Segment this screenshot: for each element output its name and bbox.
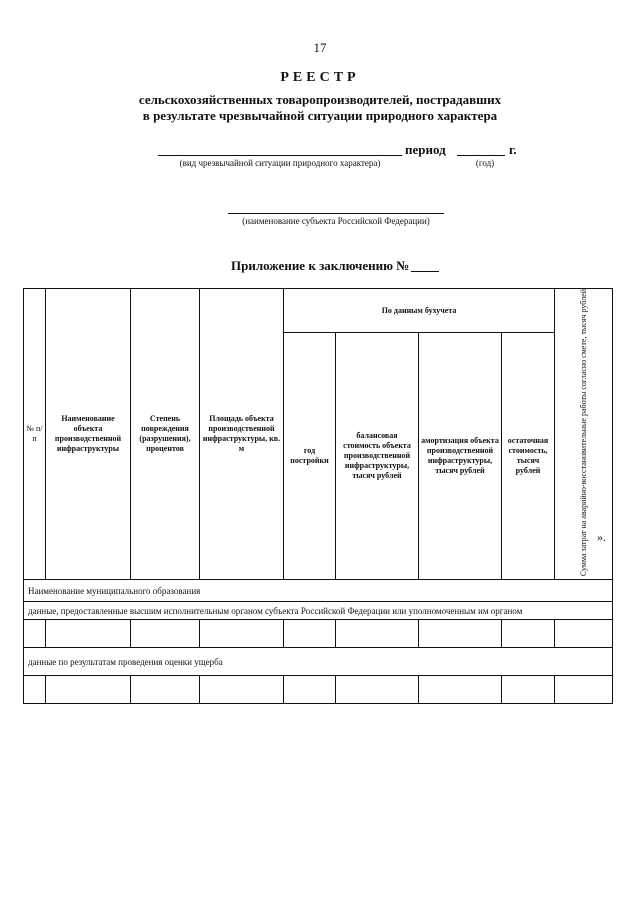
period-label: период <box>405 142 446 157</box>
header-book-value: балансовая стоимость объекта производственной инфраструктуры, тысяч рублей <box>336 333 419 580</box>
table-row <box>24 620 613 648</box>
year-suffix: г. <box>509 142 517 157</box>
header-residual: остаточная стоимость, тысяч рублей <box>502 333 555 580</box>
appendix-number-blank <box>411 271 439 272</box>
header-num: № п/п <box>24 289 46 580</box>
header-accounting-group: По данным бухучета <box>284 289 555 333</box>
header-area: Площадь объекта производственной инфраструктуры, кв. м <box>200 289 284 580</box>
document-subtitle-line2: в результате чрезвычайной ситуации природного характера <box>142 108 498 123</box>
header-name: Наименование объекта производственной инфраструктуры <box>46 289 131 580</box>
caption-emergency-type: (вид чрезвычайной ситуации природного характера) <box>179 158 381 168</box>
document-title: РЕЕСТР <box>280 70 360 85</box>
section-assessment-data: данные по результатам проведения оценки ущерба <box>24 648 613 676</box>
caption-year: (год) <box>475 158 495 168</box>
emergency-type-blank <box>158 155 402 156</box>
header-damage: Степень повреждения (разрушения), процентов <box>131 289 200 580</box>
appendix-label: Приложение к заключению № <box>231 258 410 273</box>
subject-blank <box>228 213 444 214</box>
header-depreciation: амортизация объекта производственной инфраструктуры, тысяч рублей <box>419 333 502 580</box>
table-row <box>24 676 613 704</box>
section-authority-data: данные, предоставленные высшим исполнительным органом субъекта Российской Федерации или уполномоченным им органом <box>24 602 613 620</box>
caption-subject: (наименование субъекта Российской Федерации) <box>242 216 430 226</box>
header-recovery-cost: Сумма затрат на аварийно-восстановительные работы согласно смете, тысяч рублей <box>579 289 589 577</box>
header-year-built: год постройки <box>284 333 336 580</box>
closing-quote: ». <box>597 530 606 544</box>
document-subtitle-line1: сельскохозяйственных товаропроизводителей, пострадавших <box>138 92 502 107</box>
registry-table <box>23 288 613 704</box>
section-municipality: Наименование муниципального образования <box>24 580 613 602</box>
page-number: 17 <box>313 40 327 55</box>
period-year-blank <box>457 155 505 156</box>
